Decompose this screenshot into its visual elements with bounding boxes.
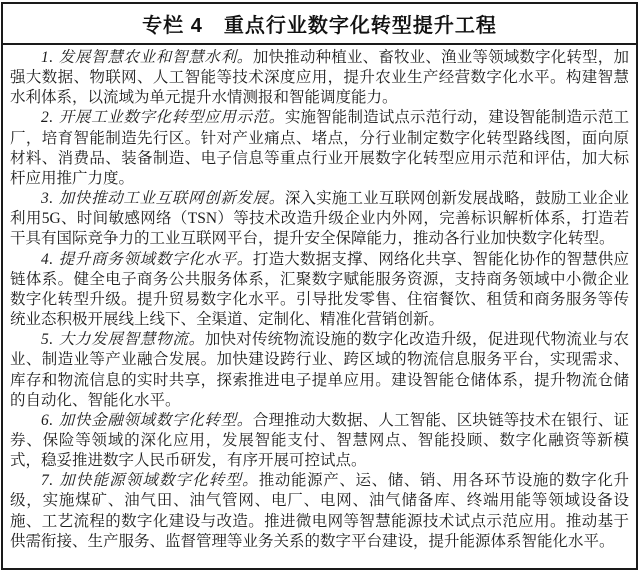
paragraph-body: 加快推动种植业、畜牧业、渔业等领域数字化转型，加强大数据、物联网、人工智能等技术深度应用，提升农业生产经营数字化水平。构建智慧水利体系，以流域为单元提升水情测报和智能调度能力。 [10,49,629,107]
paragraph-lead: 大力发展智慧物流。 [58,331,205,349]
paragraph-number: 4. [41,250,54,268]
paragraph-lead: 开展工业数字化转型应用示范。 [58,109,285,127]
callout-title: 专栏 4 重点行业数字化转型提升工程 [142,15,497,37]
policy-paragraph [10,189,629,249]
callout-body [3,45,636,552]
policy-paragraph [10,48,629,108]
paragraph-number: 1. [41,49,54,66]
paragraph-number: 6. [41,411,54,429]
paragraph-body: 推动能源产、运、储、销、用各环节设施的数字化升级，实施煤矿、油气田、油气管网、电厂、电网、油气储备库、终端用能等领域设备设施、工艺流程的数字化建设与改造。推进微电网等智慧能源技术试点示范应用。推动基于供需衔接、生产服务、监督管理等业务关系的数字平台建设，提升能源体系智能化水平。 [10,472,629,550]
policy-paragraph [10,330,629,411]
paragraph-lead: 提升商务领域数字化水平。 [58,250,253,268]
paragraph-number: 5. [41,331,54,349]
paragraph-body: 深入实施工业互联网创新发展战略，鼓励工业企业利用5G、时间敏感网络（TSN）等技术改造升级企业内外网，完善标识解析体系，打造若干具有国际竞争力的工业互联网平台，提升安全保障能力，推动各行业加快数字化转型。 [10,190,629,248]
paragraph-lead: 发展智慧农业和智慧水利。 [58,49,253,66]
paragraph-body: 加快对传统物流设施的数字化改造升级，促进现代物流业与农业、制造业等产业融合发展。加快建设跨行业、跨区域的物流信息服务平台，实现需求、库存和物流信息的实时共享，探索推进电子提单应用。建设智能仓储体系，提升物流仓储的自动化、智能化水平。 [10,331,629,409]
paragraph-number: 2. [41,109,54,127]
paragraph-body: 打造大数据支撑、网络化共享、智能化协作的智慧供应链体系。健全电子商务公共服务体系，汇聚数字赋能服务资源，支持商务领域中小微企业数字化转型升级。提升贸易数字化水平。引导批发零售、住宿餐饮、租赁和商务服务等传统业态积极开展线上线下、全渠道、定制化、精准化营销创新。 [10,250,629,329]
paragraph-lead: 加快金融领域数字化转型。 [58,411,253,429]
policy-paragraph [10,250,629,331]
callout-title-bar [3,4,636,45]
paragraph-number: 7. [41,472,54,490]
policy-paragraph [10,471,629,552]
paragraph-lead: 加快推动工业互联网创新发展。 [58,190,285,208]
paragraph-lead: 加快能源领域数字化转型。 [58,472,259,490]
policy-paragraph [10,411,629,471]
policy-callout-box [1,2,638,570]
policy-paragraph [10,108,629,189]
paragraph-number: 3. [41,190,54,208]
paragraph-body: 实施智能制造试点示范行动，建设智能制造示范工厂，培育智能制造先行区。针对产业痛点、堵点，分行业制定数字化转型路线图，面向原材料、消费品、装备制造、电子信息等重点行业开展数字化转型应用示范和评估，加大标杆应用推广力度。 [10,109,629,187]
paragraph-body: 合理推动大数据、人工智能、区块链等技术在银行、证券、保险等领域的深化应用，发展智能支付、智慧网点、智能投顾、数字化融资等新模式，稳妥推进数字人民币研发，有序开展可控试点。 [10,411,629,470]
